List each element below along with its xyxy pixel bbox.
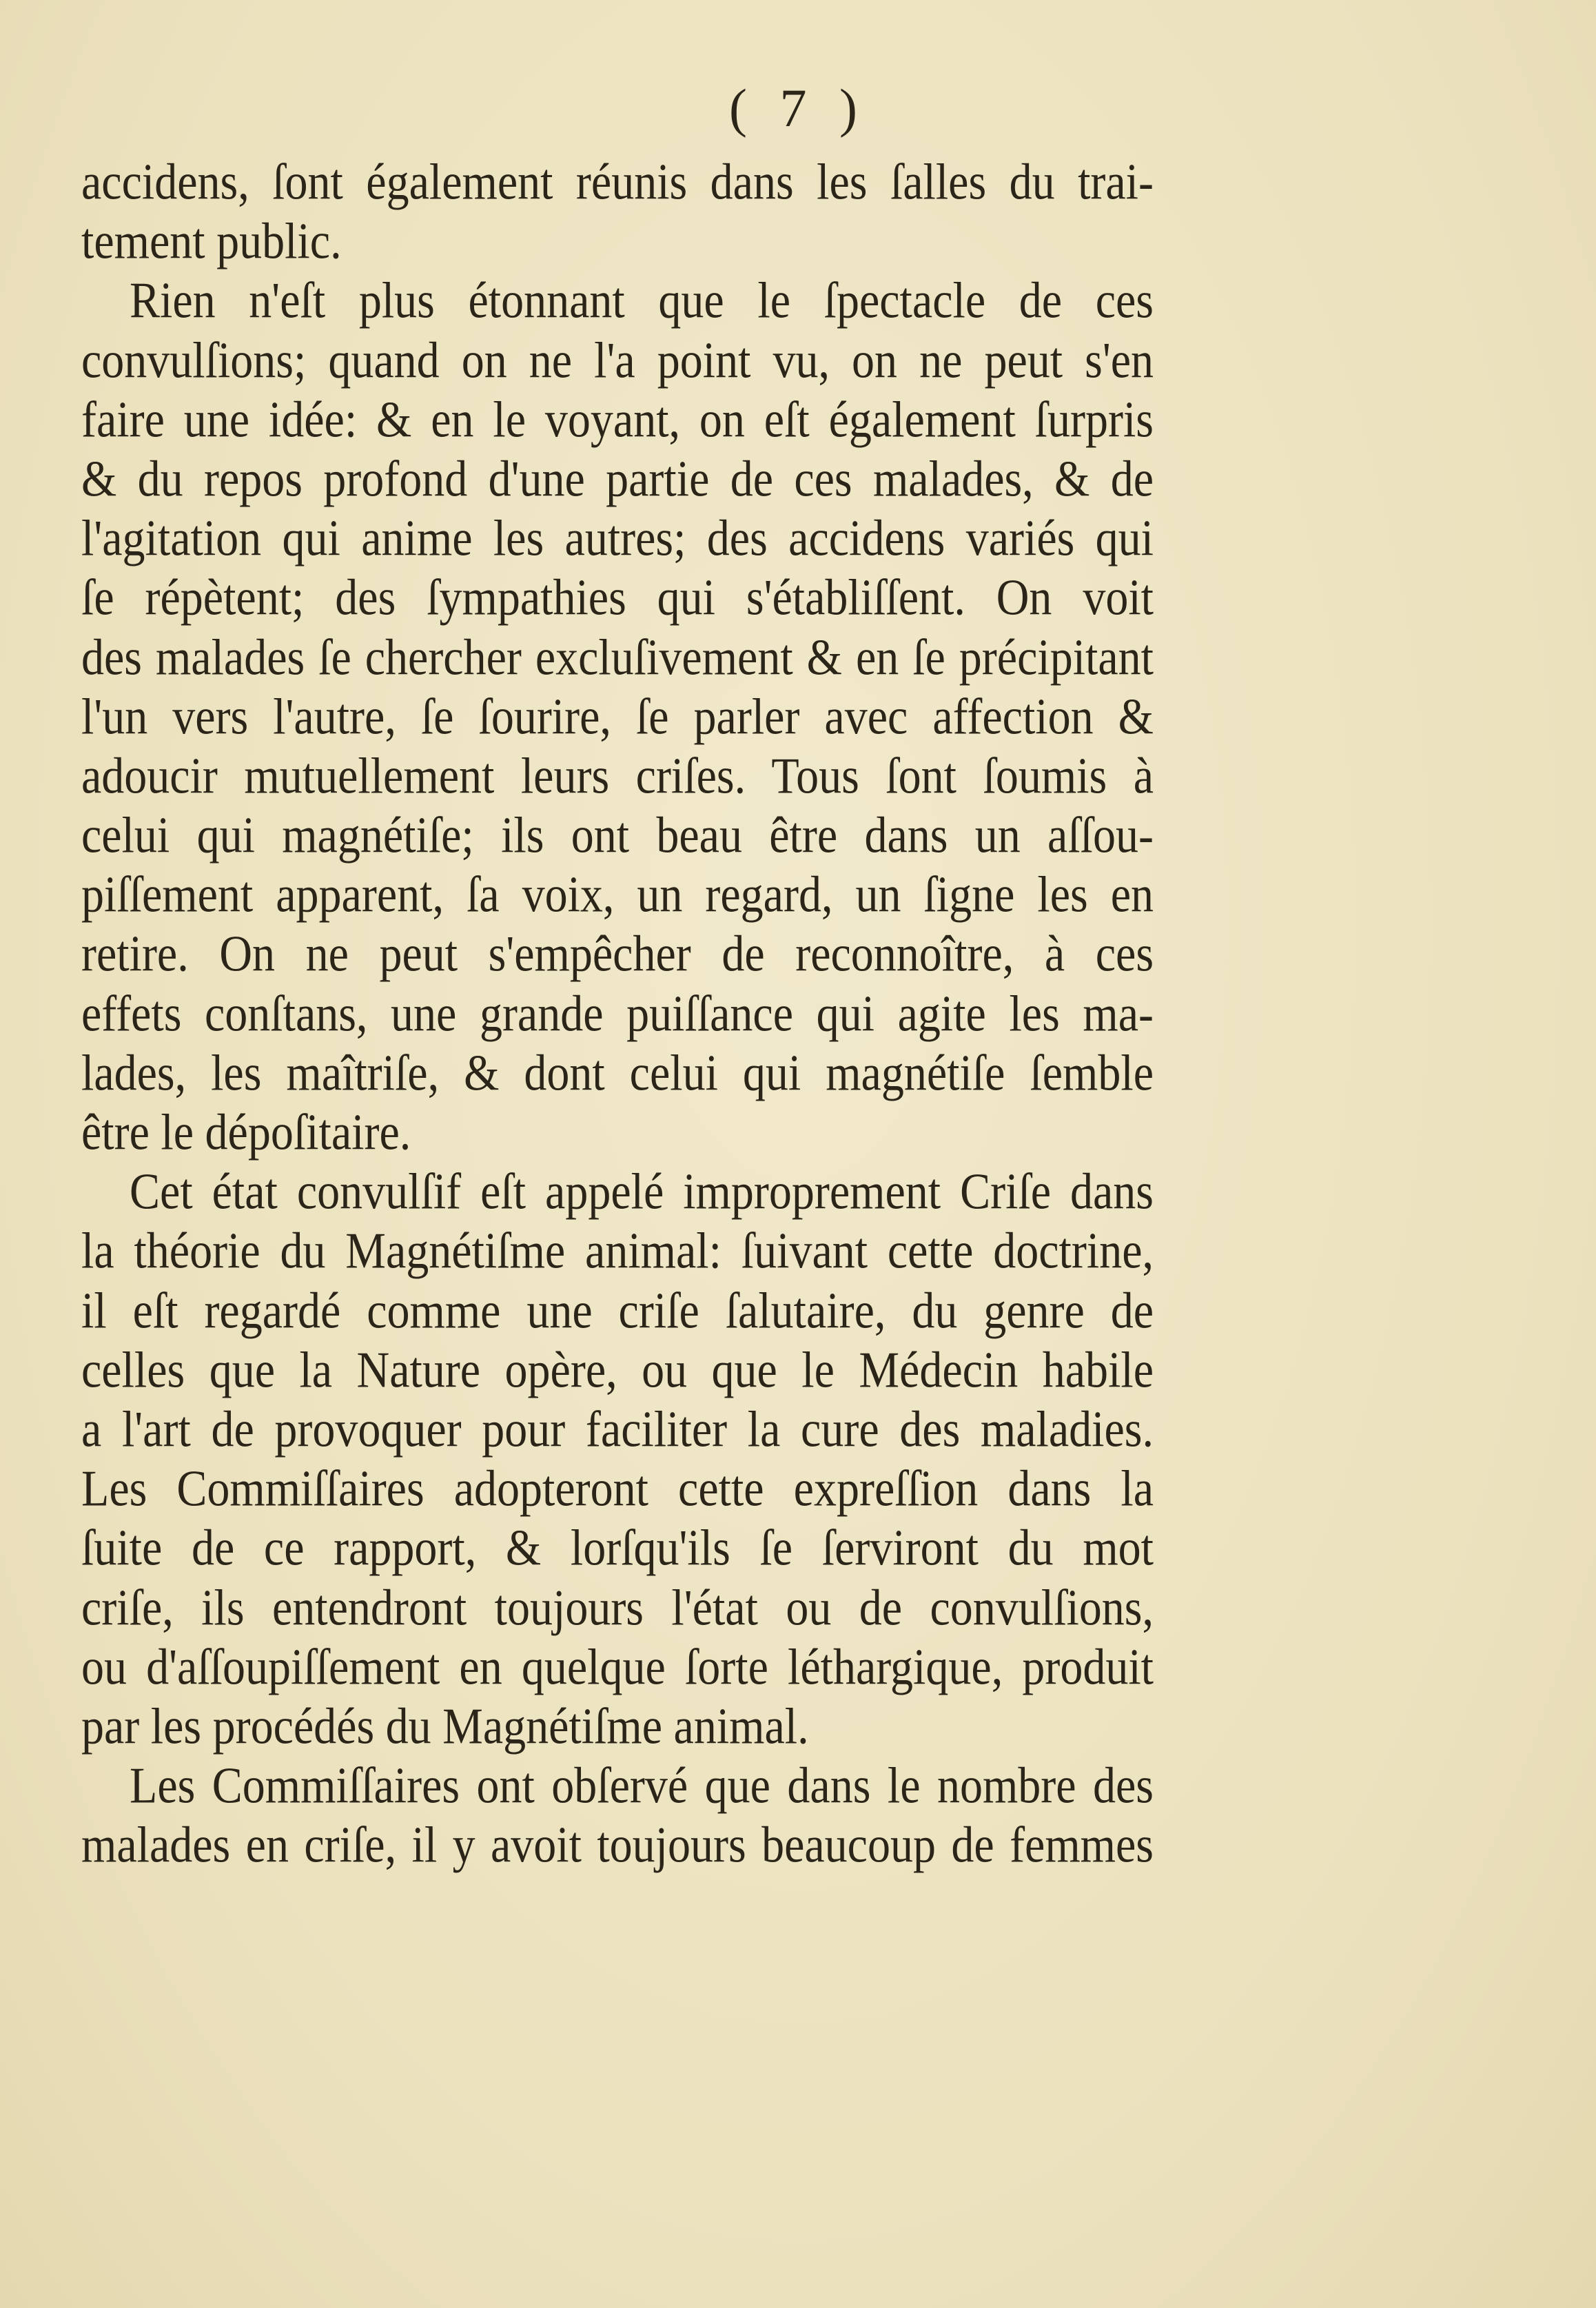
text-line: la théorie du Magnétiſme animal: ſuivant cette doctrine, — [81, 1223, 1154, 1280]
text-line: par les procédés du Magnétiſme animal. — [81, 1698, 809, 1755]
body-text — [81, 153, 1154, 1875]
text-line: faire une idée: & en le voyant, on eſt également ſurpris — [81, 391, 1154, 449]
text-line: effets conſtans, une grande puiſſance qui agite les ma- — [81, 986, 1154, 1042]
text-line: malades en criſe, il y avoit toujours beaucoup de femmes — [81, 1817, 1154, 1874]
text-line: des malades ſe chercher excluſivement & en ſe précipitant — [81, 629, 1154, 686]
text-line: piſſement apparent, ſa voix, un regard, un ſigne les en — [81, 866, 1154, 923]
text-line: convulſions; quand on ne l'a point vu, on ne peut s'en — [81, 332, 1154, 389]
text-line: a l'art de provoquer pour faciliter la cure des maladies. — [81, 1401, 1154, 1458]
text-line: lades, les maîtriſe, & dont celui qui magnétiſe ſemble — [81, 1045, 1154, 1102]
text-line: être le dépoſitaire. — [81, 1104, 411, 1161]
text-line: ſe répètent; des ſympathies qui s'établiſſent. On voit — [81, 569, 1154, 626]
text-line: criſe, ils entendront toujours l'état ou de convulſions, — [81, 1580, 1154, 1636]
text-line: adoucir mutuellement leurs criſes. Tous ſont ſoumis à — [81, 748, 1154, 805]
text-line: Rien n'eſt plus étonnant que le ſpectacle de ces — [130, 272, 1154, 329]
text-line: il eſt regardé comme une criſe ſalutaire, du genre de — [81, 1283, 1154, 1339]
text-line: celles que la Nature opère, ou que le Médecin habile — [81, 1342, 1154, 1399]
text-line: l'agitation qui anime les autres; des accidens variés qui — [81, 510, 1154, 567]
text-line: Les Commiſſaires ont obſervé que dans le nombre des — [130, 1757, 1154, 1815]
text-line: celui qui magnétiſe; ils ont beau être dans un aſſou- — [81, 807, 1154, 864]
page-number: ( 7 ) — [729, 78, 867, 138]
text-line: tement public. — [81, 213, 342, 270]
text-line: ſuite de ce rapport, & lorſqu'ils ſe ſerviront du mot — [81, 1520, 1154, 1577]
text-line: Cet état convulſif eſt appelé improprement Criſe dans — [130, 1163, 1154, 1221]
text-line: & du repos profond d'une partie de ces malades, & de — [81, 451, 1154, 508]
text-line: retire. On ne peut s'empêcher de reconnoître, à ces — [81, 926, 1154, 983]
text-line: l'un vers l'autre, ſe ſourire, ſe parler avec affection & — [81, 688, 1154, 745]
text-line: ou d'aſſoupiſſement en quelque ſorte léthargique, produit — [81, 1639, 1154, 1695]
text-line: Les Commiſſaires adopteront cette expreſſion dans la — [81, 1460, 1154, 1518]
text-line: accidens, ſont également réunis dans les ſalles du trai- — [81, 154, 1154, 211]
